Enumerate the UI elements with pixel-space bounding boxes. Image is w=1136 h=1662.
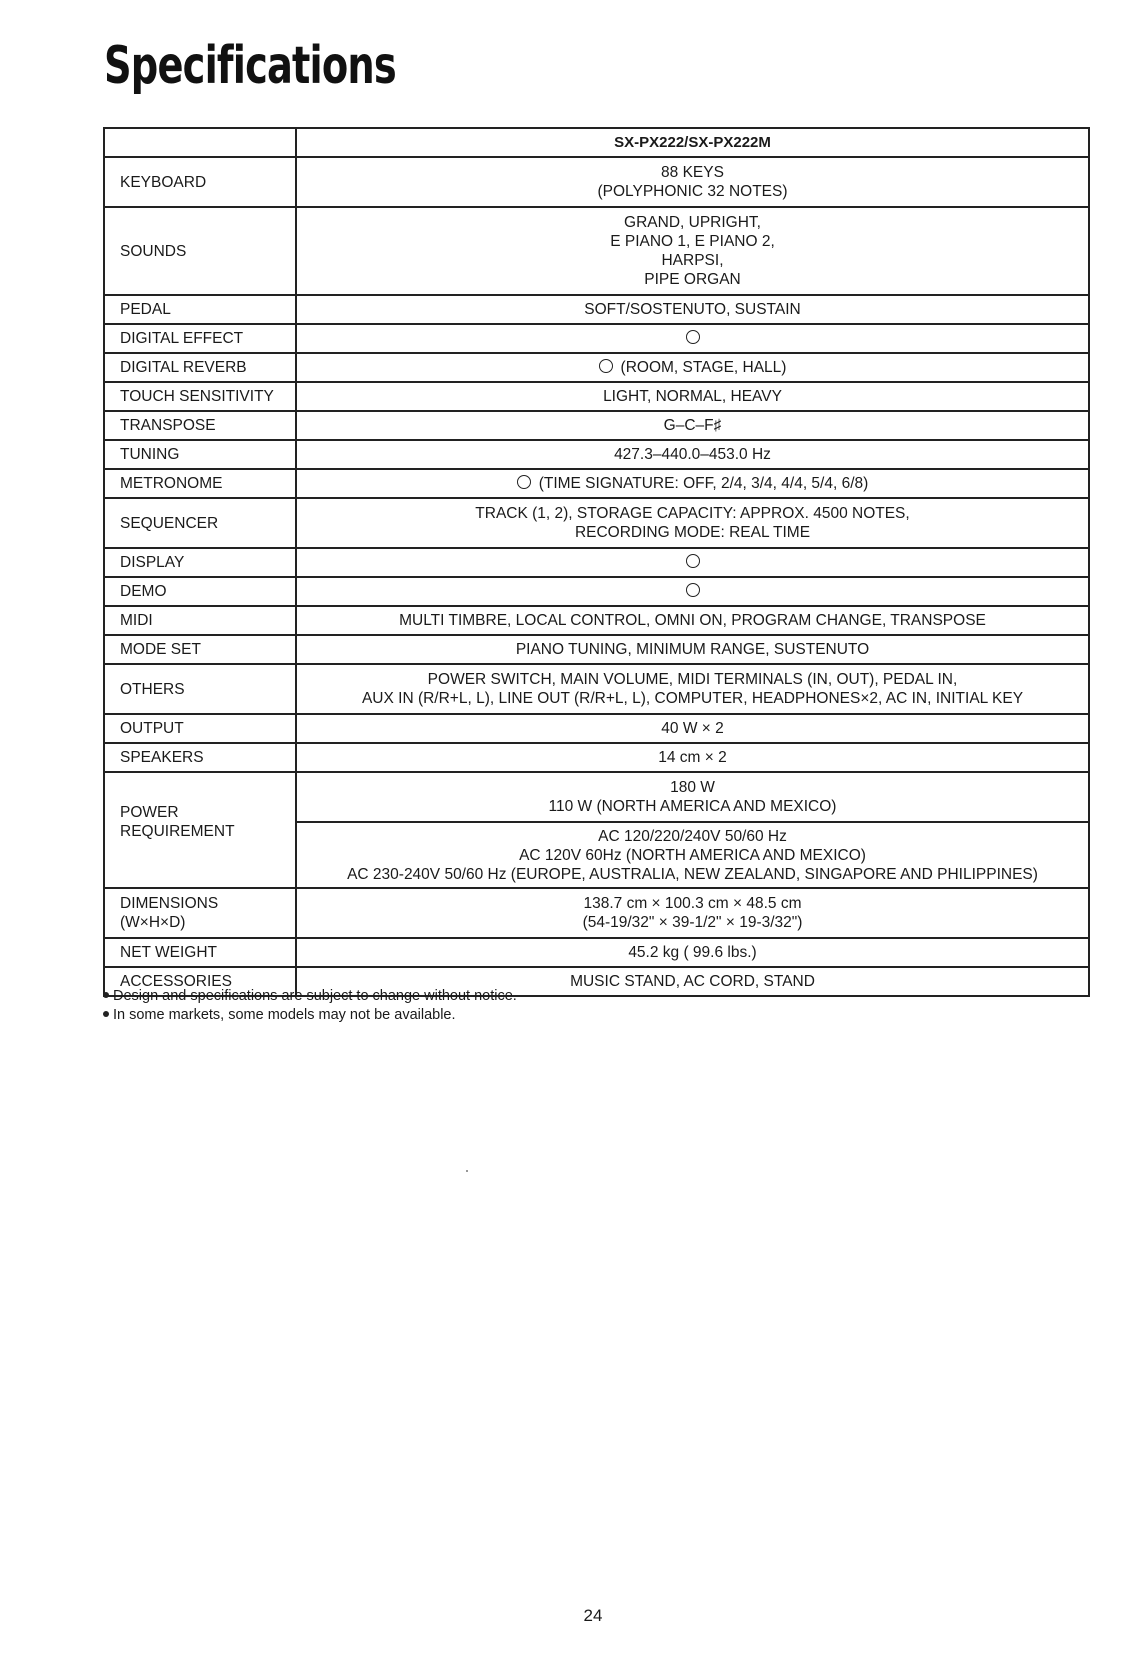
circle-icon bbox=[686, 583, 700, 597]
table-row-transpose bbox=[104, 411, 1089, 440]
value-line: PIPE ORGAN bbox=[644, 271, 741, 288]
table-row-tuning bbox=[104, 440, 1089, 469]
row-label-pedal: PEDAL bbox=[104, 295, 296, 324]
table-row-demo bbox=[104, 577, 1089, 606]
circle-icon bbox=[686, 554, 700, 568]
scan-speck bbox=[466, 1170, 468, 1172]
table-row-dimensions bbox=[104, 888, 1089, 938]
table-row-midi bbox=[104, 606, 1089, 635]
row-value-accessories: MUSIC STAND, AC CORD, STAND bbox=[296, 967, 1089, 996]
row-value-tuning: 427.3–440.0–453.0 Hz bbox=[296, 440, 1089, 469]
value-line: AC 230-240V 50/60 Hz (EUROPE, AUSTRALIA, NEW ZEALAND, SINGAPORE AND PHILIPPINES) bbox=[347, 865, 1038, 883]
row-value-metronome bbox=[296, 469, 1089, 498]
value-line: 180 W bbox=[670, 779, 715, 796]
row-value-touch-sensitivity: LIGHT, NORMAL, HEAVY bbox=[296, 382, 1089, 411]
row-label-digital-effect: DIGITAL EFFECT bbox=[104, 324, 296, 353]
label-line: DIMENSIONS bbox=[120, 895, 219, 912]
row-label-output: OUTPUT bbox=[104, 714, 296, 743]
value-line: TRACK (1, 2), STORAGE CAPACITY: APPROX. 4500 NOTES, bbox=[475, 505, 910, 522]
row-value-output: 40 W × 2 bbox=[296, 714, 1089, 743]
row-label-metronome: METRONOME bbox=[104, 469, 296, 498]
bullet-icon bbox=[103, 992, 109, 998]
row-value-keyboard bbox=[296, 157, 1089, 207]
label-line: (W×H×D) bbox=[120, 914, 186, 931]
value-text: (ROOM, STAGE, HALL) bbox=[620, 359, 787, 376]
circle-icon bbox=[517, 475, 531, 489]
table-row-net-weight bbox=[104, 938, 1089, 967]
row-label-midi: MIDI bbox=[104, 606, 296, 635]
table-row-mode-set bbox=[104, 635, 1089, 664]
table-row-others bbox=[104, 664, 1089, 714]
table-row-display bbox=[104, 548, 1089, 577]
row-label-sequencer: SEQUENCER bbox=[104, 498, 296, 548]
table-row-metronome bbox=[104, 469, 1089, 498]
value-line: AC 120/220/240V 50/60 Hz bbox=[598, 827, 787, 845]
header-empty-cell bbox=[104, 128, 296, 157]
row-value-digital-reverb bbox=[296, 353, 1089, 382]
row-label-sounds: SOUNDS bbox=[104, 207, 296, 295]
label-line: REQUIREMENT bbox=[120, 823, 235, 840]
row-value-display bbox=[296, 548, 1089, 577]
row-value-power-consumption bbox=[296, 772, 1089, 822]
value-line: HARPSI, bbox=[661, 252, 724, 269]
value-line: 138.7 cm × 100.3 cm × 48.5 cm bbox=[583, 895, 802, 912]
row-value-speakers: 14 cm × 2 bbox=[296, 743, 1089, 772]
footnote-item bbox=[103, 1006, 517, 1025]
circle-icon bbox=[686, 330, 700, 344]
footnote-text: Design and specifications are subject to change without notice. bbox=[113, 988, 517, 1004]
value-line: RECORDING MODE: REAL TIME bbox=[574, 524, 811, 541]
row-value-sequencer bbox=[296, 498, 1089, 548]
table-row-power-requirement bbox=[104, 772, 1089, 822]
footnote-item bbox=[103, 987, 517, 1006]
value-line: AUX IN (R/R+L, L), LINE OUT (R/R+L, L), COMPUTER, HEADPHONES×2, AC IN, INITIAL KEY bbox=[361, 690, 1024, 707]
row-label-accessories: ACCESSORIES bbox=[104, 967, 296, 996]
model-header: SX-PX222/SX-PX222M bbox=[296, 128, 1089, 157]
table-row-touch-sensitivity bbox=[104, 382, 1089, 411]
value-line: 88 KEYS bbox=[661, 164, 724, 181]
label-line: POWER bbox=[120, 804, 179, 821]
table-row-keyboard bbox=[104, 157, 1089, 207]
value-line: GRAND, UPRIGHT, bbox=[624, 214, 761, 231]
row-label-others: OTHERS bbox=[104, 664, 296, 714]
footnote-text: In some markets, some models may not be available. bbox=[113, 1007, 456, 1023]
table-row-digital-effect bbox=[104, 324, 1089, 353]
table-row-sounds bbox=[104, 207, 1089, 295]
row-value-net-weight: 45.2 kg ( 99.6 lbs.) bbox=[296, 938, 1089, 967]
page-title: Specifications bbox=[104, 36, 396, 96]
row-value-midi: MULTI TIMBRE, LOCAL CONTROL, OMNI ON, PROGRAM CHANGE, TRANSPOSE bbox=[296, 606, 1089, 635]
row-label-tuning: TUNING bbox=[104, 440, 296, 469]
row-value-sounds bbox=[296, 207, 1089, 295]
table-row-sequencer bbox=[104, 498, 1089, 548]
row-label-speakers: SPEAKERS bbox=[104, 743, 296, 772]
value-line: (54-19/32" × 39-1/2" × 19-3/32") bbox=[582, 914, 803, 931]
row-label-dimensions bbox=[104, 888, 296, 938]
value-line: E PIANO 1, E PIANO 2, bbox=[610, 233, 775, 250]
row-label-power-requirement bbox=[104, 772, 296, 888]
row-label-touch-sensitivity: TOUCH SENSITIVITY bbox=[104, 382, 296, 411]
row-value-dimensions bbox=[296, 888, 1089, 938]
value-line: POWER SWITCH, MAIN VOLUME, MIDI TERMINALS (IN, OUT), PEDAL IN, bbox=[427, 671, 958, 688]
circle-icon bbox=[599, 359, 613, 373]
table-header-row bbox=[104, 128, 1089, 157]
row-value-digital-effect bbox=[296, 324, 1089, 353]
row-label-digital-reverb: DIGITAL REVERB bbox=[104, 353, 296, 382]
footnotes bbox=[103, 987, 517, 1025]
value-line: 110 W (NORTH AMERICA AND MEXICO) bbox=[548, 798, 837, 815]
table-row-speakers bbox=[104, 743, 1089, 772]
row-value-transpose: G–C–F♯ bbox=[296, 411, 1089, 440]
value-text: (TIME SIGNATURE: OFF, 2/4, 3/4, 4/4, 5/4, 6/8) bbox=[538, 475, 869, 492]
row-label-transpose: TRANSPOSE bbox=[104, 411, 296, 440]
row-label-display: DISPLAY bbox=[104, 548, 296, 577]
row-value-pedal: SOFT/SOSTENUTO, SUSTAIN bbox=[296, 295, 1089, 324]
row-value-power-voltage bbox=[296, 822, 1089, 888]
bullet-icon bbox=[103, 1011, 109, 1017]
row-label-net-weight: NET WEIGHT bbox=[104, 938, 296, 967]
table-row-pedal bbox=[104, 295, 1089, 324]
value-line: (POLYPHONIC 32 NOTES) bbox=[597, 183, 788, 200]
specifications-table bbox=[103, 127, 1090, 997]
value-line: AC 120V 60Hz (NORTH AMERICA AND MEXICO) bbox=[519, 846, 866, 864]
row-value-others bbox=[296, 664, 1089, 714]
row-value-mode-set: PIANO TUNING, MINIMUM RANGE, SUSTENUTO bbox=[296, 635, 1089, 664]
row-label-mode-set: MODE SET bbox=[104, 635, 296, 664]
page-number: 24 bbox=[583, 1606, 603, 1625]
table-row-output bbox=[104, 714, 1089, 743]
row-label-keyboard: KEYBOARD bbox=[104, 157, 296, 207]
row-value-demo bbox=[296, 577, 1089, 606]
row-label-demo: DEMO bbox=[104, 577, 296, 606]
table-row-digital-reverb bbox=[104, 353, 1089, 382]
